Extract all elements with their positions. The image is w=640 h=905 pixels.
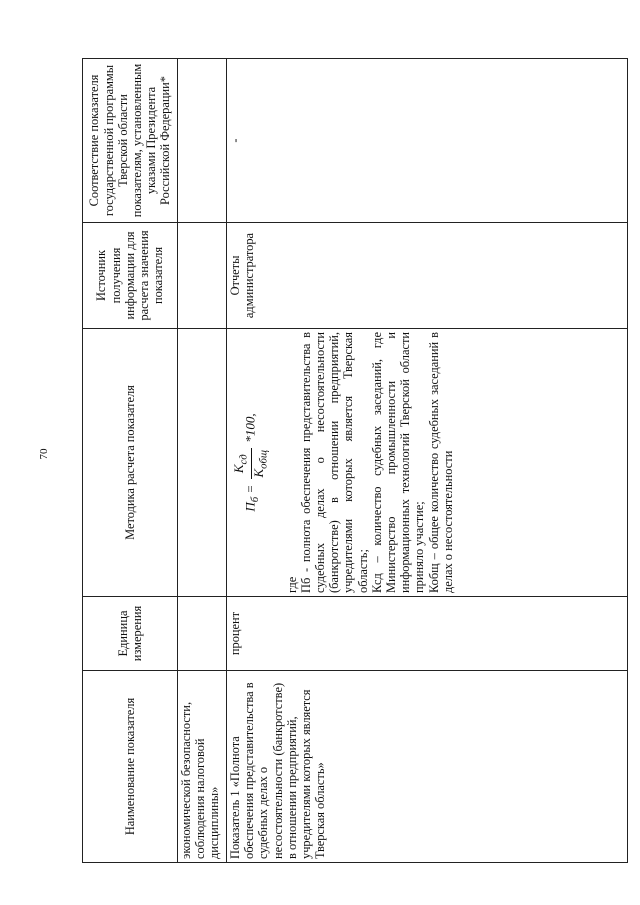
source-cell: Отчеты администратора: [227, 223, 628, 329]
definition-kobsch: Кобщ – общее количество судебных заседаний в делах о несостоятельности: [426, 332, 455, 593]
table-row: [227, 59, 628, 863]
table-header-row: [83, 59, 178, 863]
formula-lhs: П: [242, 502, 258, 512]
formula-numerator: [232, 448, 252, 480]
formula-lhs-sub: б: [248, 496, 261, 503]
formula-fraction: [232, 448, 271, 480]
formula: [232, 332, 271, 593]
definition-ksd: Ксд – количество судебных заседаний, где Министерство промышленности и информационных технологий Тверской области приняло участие;: [369, 332, 427, 593]
table-row-continuation: [178, 59, 227, 863]
denominator-symbol: К: [250, 468, 266, 478]
unit-cell: процент: [227, 597, 628, 671]
page-number: 70: [38, 448, 50, 460]
header-method: Методика расчета показателя: [83, 329, 178, 597]
formula-equals: =: [242, 484, 258, 494]
empty-cell: [178, 59, 227, 223]
indicator-name-cell: Показатель 1 «Полнота обеспечения представительства в судебных делах о несостоятельности (банкротстве) в отношении предприятий, учредителями которых является Тверская область»: [227, 671, 628, 863]
header-indicator-name: Наименование показателя: [83, 671, 178, 863]
numerator-symbol: К: [231, 464, 246, 474]
denominator-sub: общ: [257, 449, 270, 469]
formula-denominator: [252, 448, 271, 480]
indicator-table: [82, 58, 628, 863]
continuation-cell: экономической безопасности, соблюдения налоговой дисциплины»: [178, 671, 227, 863]
header-unit: Единица измерения: [83, 597, 178, 671]
header-source: Источник получения информации для расчета значения показателя: [83, 223, 178, 329]
rotated-table-sheet: [82, 59, 628, 863]
header-compliance: Соответствие показателя государственной программы Тверской области показателям, установленным указами Президента Российской Федерации*: [83, 59, 178, 223]
formula-tail: *100,: [242, 413, 258, 443]
empty-cell: [178, 329, 227, 597]
numerator-sub: сд: [237, 454, 250, 465]
formula-where: где: [284, 576, 299, 593]
compliance-cell: -: [227, 59, 628, 223]
empty-cell: [178, 223, 227, 329]
method-cell: [227, 329, 628, 597]
empty-cell: [178, 597, 227, 671]
definition-pb: Пб - полнота обеспечения представительства в судебных делах о несостоятельности (банкротстве) в отношении предприятий, учредителями которых является Тверская область;: [298, 332, 370, 593]
